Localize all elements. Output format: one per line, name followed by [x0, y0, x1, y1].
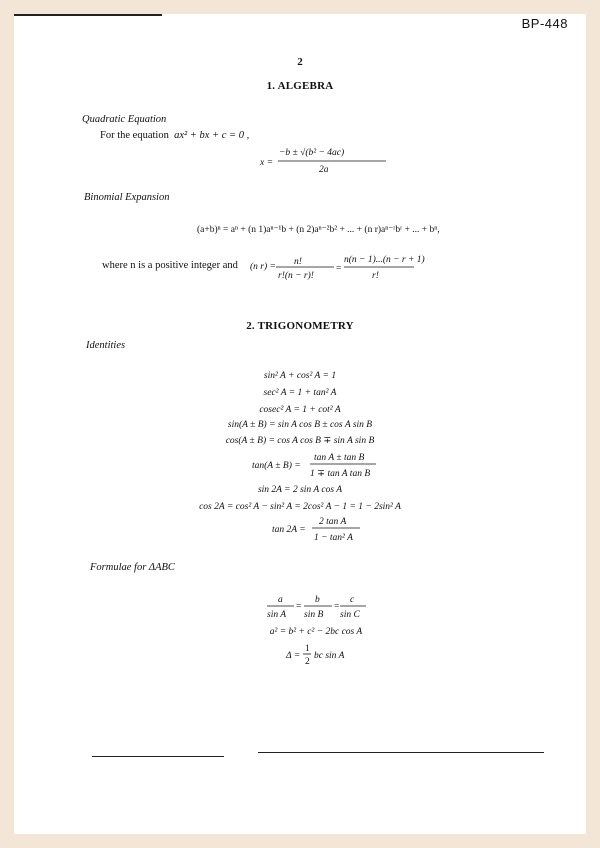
binomial-condition: where n is a positive integer and — [102, 260, 238, 271]
triangle-title: Formulae for ΔABC — [90, 562, 175, 573]
paper-code: BP-448 — [521, 16, 568, 31]
identities-title: Identities — [86, 340, 126, 351]
area-lhs: Δ = — [286, 651, 301, 661]
area-den: 2 — [305, 657, 310, 667]
coef-prod-den: r! — [372, 271, 379, 281]
document-page — [14, 14, 586, 834]
page-number: 2 — [297, 56, 303, 68]
quadratic-denominator: 2a — [319, 165, 329, 175]
algebra-heading: 1. ALGEBRA — [266, 80, 334, 92]
identity-7: sin 2A = 2 sin A cos A — [257, 485, 343, 495]
tan-sum-num: tan A ± tan B — [314, 453, 365, 463]
formula-layer — [14, 14, 586, 834]
coef-prod-num: n(n − 1)...(n − r + 1) — [344, 255, 425, 265]
identity-5: cos(A ± B) = cos A cos B ∓ sin A sin B — [225, 436, 375, 446]
tan-sum-lhs: tan(A ± B) = — [252, 461, 301, 471]
identity-2: sec² A = 1 + tan² A — [263, 388, 337, 398]
identity-3: cosec² A = 1 + cot² A — [259, 405, 341, 415]
identity-4: sin(A ± B) = sin A cos B ± cos A sin B — [227, 420, 373, 430]
sine-rule-eq1: = — [296, 602, 302, 612]
sine-rule-eq2: = — [334, 602, 340, 612]
sine-rule-c: c — [350, 595, 355, 605]
coef-frac-den: r!(n − r)! — [278, 271, 314, 281]
tan-sum-den: 1 ∓ tan A tan B — [310, 469, 371, 479]
area-rhs: bc sin A — [314, 651, 345, 661]
binomial-expansion: (a+b)ⁿ = aⁿ + (n 1)aⁿ⁻¹b + (n 2)aⁿ⁻²b² + ... + (n r)aⁿ⁻ʳbʳ + ... + bⁿ, — [197, 225, 440, 235]
binomial-title: Binomial Expansion — [84, 192, 170, 203]
coef-frac-num: n! — [294, 257, 302, 267]
area-num: 1 — [305, 644, 310, 654]
identity-8: cos 2A = cos² A − sin² A = 2cos² A − 1 = 1 − 2sin² A — [199, 502, 401, 512]
tan-double-den: 1 − tan² A — [314, 533, 353, 543]
trigonometry-heading: 2. TRIGONOMETRY — [246, 320, 354, 332]
coef-equals: = — [336, 264, 342, 274]
footer-rule-left — [92, 756, 224, 757]
identity-1: sin² A + cos² A = 1 — [263, 371, 337, 381]
coef-lhs: (n r) = — [250, 262, 276, 272]
sine-rule-sinC: sin C — [340, 610, 360, 620]
tan-double-num: 2 tan A — [319, 517, 347, 527]
sine-rule-a: a — [278, 595, 283, 605]
quadratic-numerator: −b ± √(b² − 4ac) — [279, 148, 345, 158]
quadratic-intro: For the equation ax² + bx + c = 0 , — [100, 130, 250, 141]
sine-rule-sinA: sin A — [267, 610, 287, 620]
cosine-rule: a² = b² + c² − 2bc cos A — [269, 627, 363, 637]
sine-rule-b: b — [315, 595, 320, 605]
sine-rule-sinB: sin B — [304, 610, 324, 620]
quadratic-title: Quadratic Equation — [82, 114, 167, 125]
tan-double-lhs: tan 2A = — [272, 525, 306, 535]
quadratic-x-lhs: x = — [260, 158, 274, 168]
footer-rule-right — [258, 752, 544, 753]
quadratic-equation: ax² + bx + c = 0 , — [174, 130, 250, 141]
